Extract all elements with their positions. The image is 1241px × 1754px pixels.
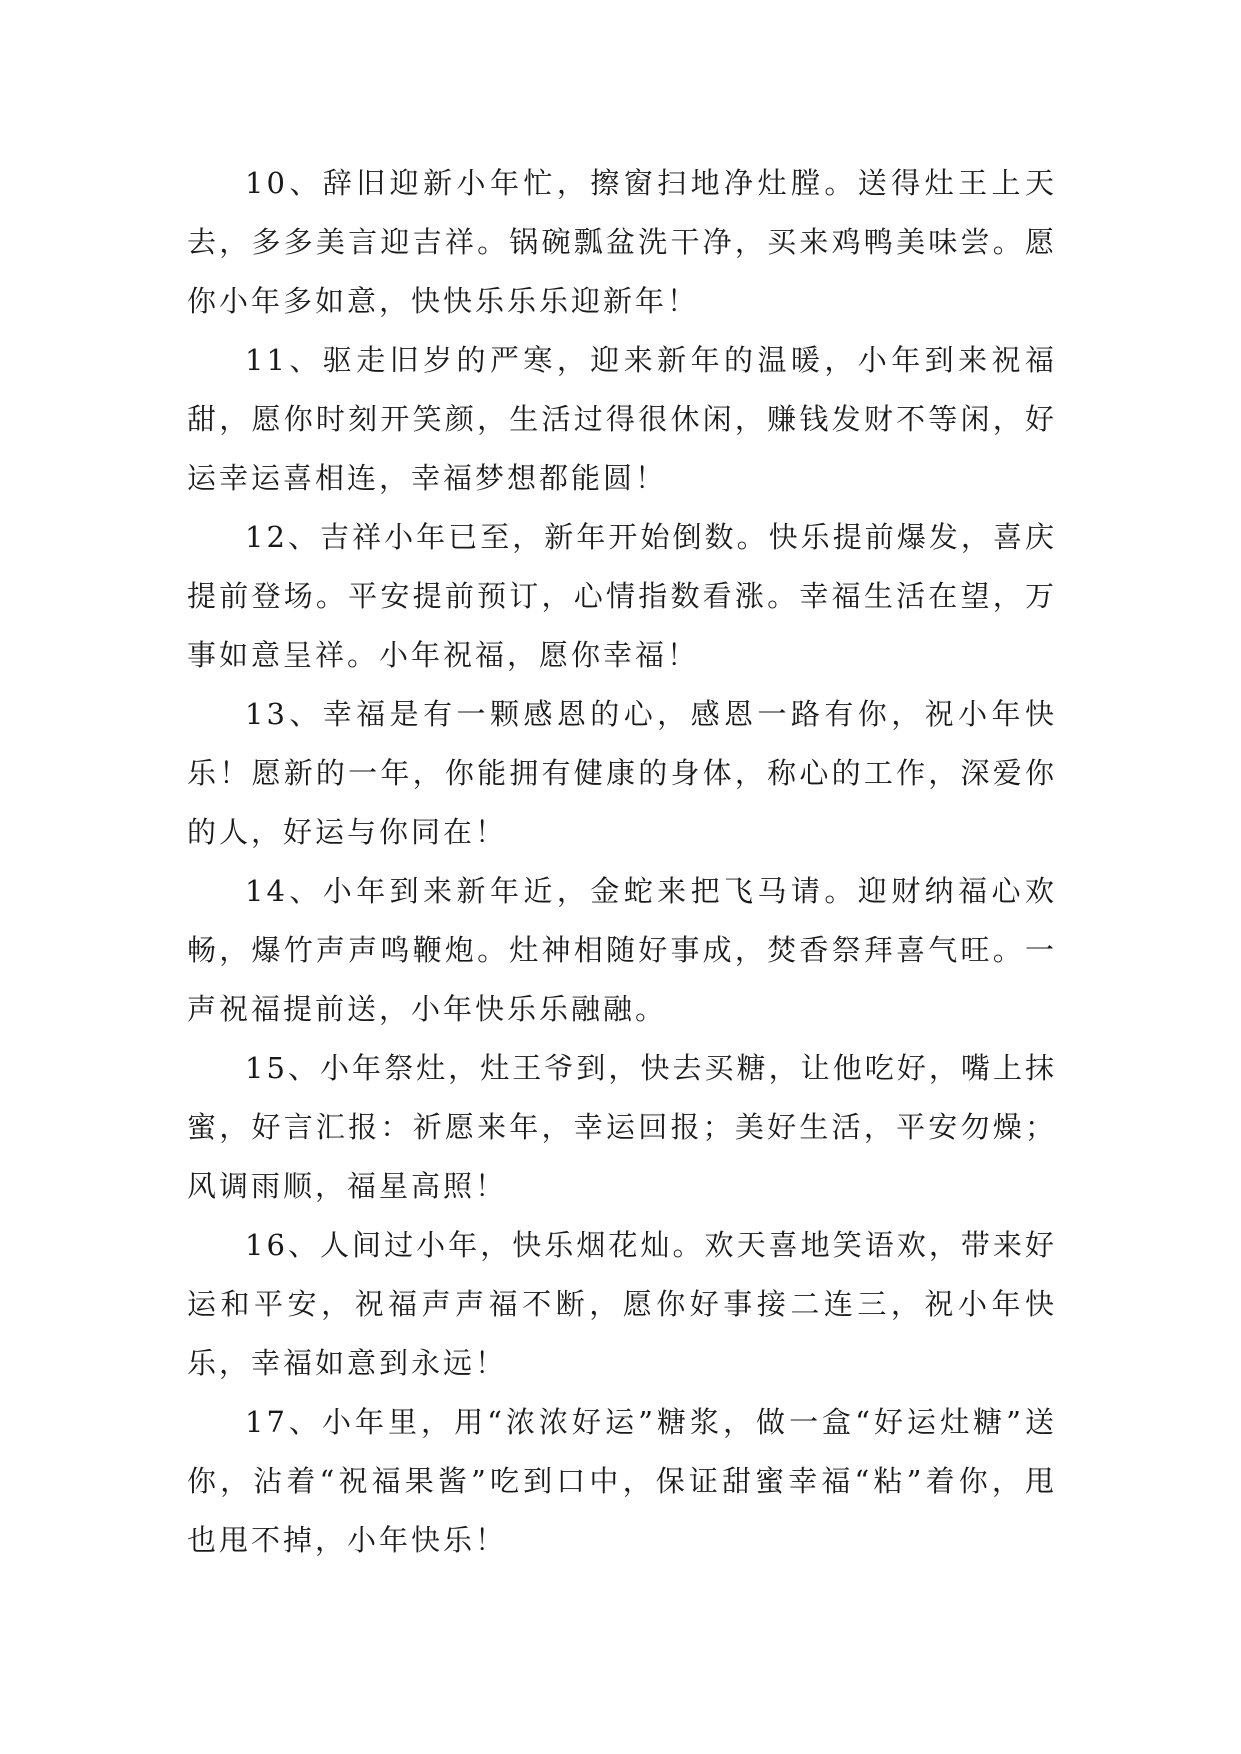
paragraph-13: 13、幸福是有一颗感恩的心，感恩一路有你，祝小年快乐！愿新的一年，你能拥有健康的身体，称心的工作，深爱你的人，好运与你同在！ <box>187 697 1057 849</box>
paragraph-15: 15、小年祭灶，灶王爷到，快去买糖，让他吃好，嘴上抹蜜，好言汇报：祈愿来年，幸运回报；美好生活，平安勿燥；风调雨顺，福星高照！ <box>187 1051 1057 1203</box>
document-body <box>187 154 1057 1570</box>
paragraph-11: 11、驱走旧岁的严寒，迎来新年的温暖，小年到来祝福甜，愿你时刻开笑颜，生活过得很休闲，赚钱发财不等闲，好运幸运喜相连，幸福梦想都能圆！ <box>187 343 1057 495</box>
paragraph-16: 16、人间过小年，快乐烟花灿。欢天喜地笑语欢，带来好运和平安，祝福声声福不断，愿你好事接二连三，祝小年快乐，幸福如意到永远！ <box>187 1228 1057 1380</box>
paragraph-17: 17、小年里，用“浓浓好运”糖浆，做一盒“好运灶糖”送你，沾着“祝福果酱”吃到口中，保证甜蜜幸福“粘”着你，甩也甩不掉，小年快乐！ <box>187 1405 1057 1557</box>
paragraph-12: 12、吉祥小年已至，新年开始倒数。快乐提前爆发，喜庆提前登场。平安提前预订，心情指数看涨。幸福生活在望，万事如意呈祥。小年祝福，愿你幸福！ <box>187 520 1057 672</box>
paragraph-10: 10、辞旧迎新小年忙，擦窗扫地净灶膛。送得灶王上天去，多多美言迎吉祥。锅碗瓢盆洗干净，买来鸡鸭美味尝。愿你小年多如意，快快乐乐乐迎新年！ <box>187 166 1057 318</box>
paragraph-14: 14、小年到来新年近，金蛇来把飞马请。迎财纳福心欢畅，爆竹声声鸣鞭炮。灶神相随好事成，焚香祭拜喜气旺。一声祝福提前送，小年快乐乐融融。 <box>187 874 1057 1026</box>
